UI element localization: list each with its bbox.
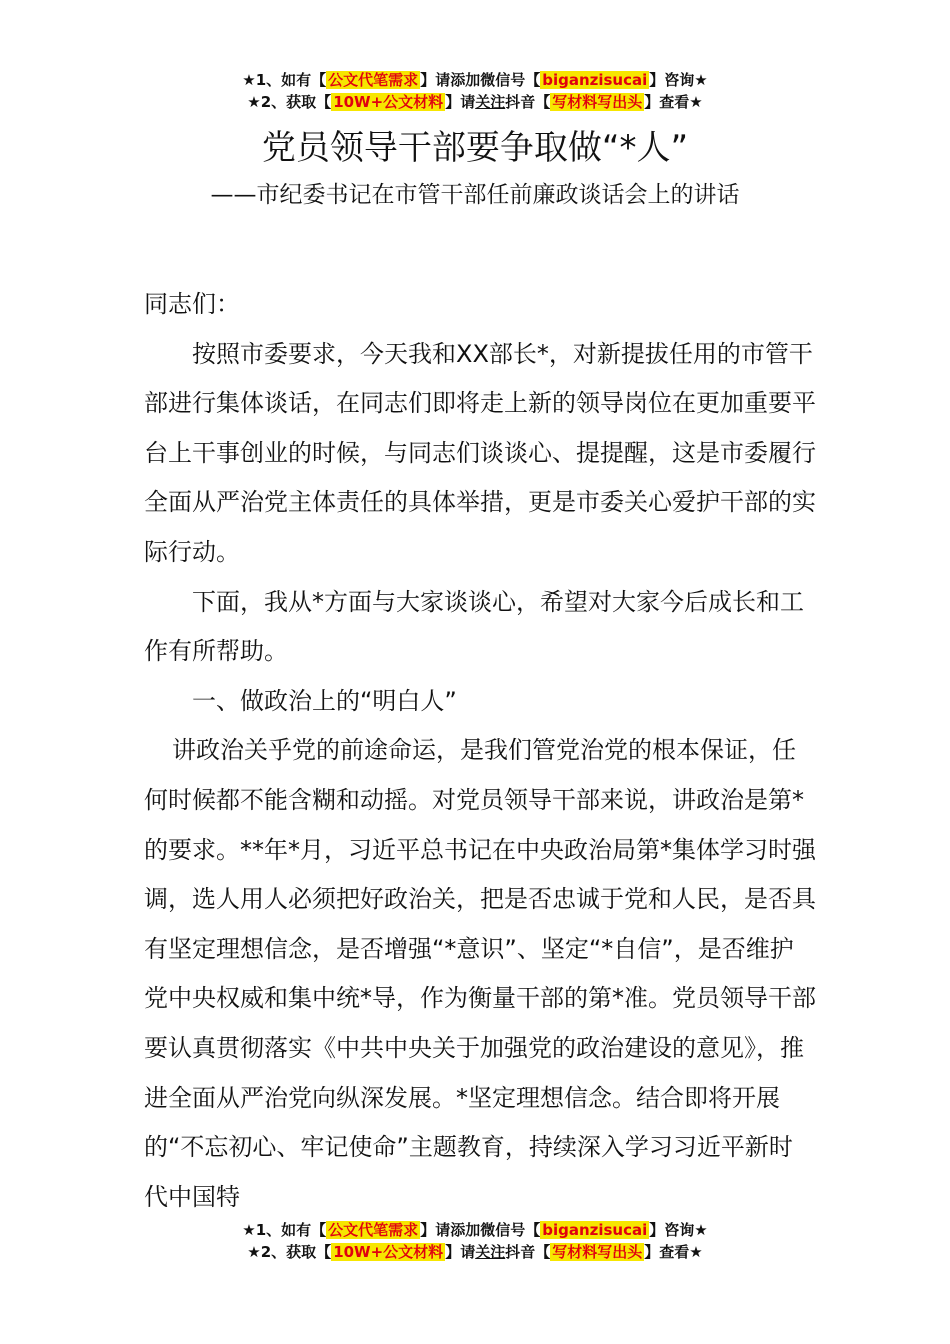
promo-line-2 — [0, 91, 950, 113]
promo-highlight: 公文代笔需求 — [328, 71, 419, 89]
promo-underline: 关注 — [475, 93, 506, 111]
promo-text: 】请 — [445, 1243, 476, 1261]
promo-highlight: 10W+公文材料 — [333, 1243, 444, 1261]
promo-banner-top — [0, 69, 950, 113]
promo-line-2 — [0, 1241, 950, 1263]
paragraph: 讲政治关乎党的前途命运，是我们管党治党的根本保证，任何时候都不能含糊和动摇。对党员领导干部来说，讲政治是第*的要求。**年*月，习近平总书记在中央政治局第*集体学习时强调，选人用人必须把好政治关，把是否忠诚于党和人民，是否具有坚定理想信念，是否增强“*意识”、坚定“*自信”，是否维护党中央权威和集中统*导，作为衡量干部的第*准。党员领导干部要认真贯彻落实《中共中央关于加强党的政治建设的意见》，推进全面从严治党向纵深发展。*坚定理想信念。结合即将开展的“不忘初心、牢记使命”主题教育，持续深入学习习近平新时代中国特 — [144, 736, 816, 1211]
promo-text: ★2、获取【 — [247, 1243, 332, 1261]
promo-text: ★2、获取【 — [247, 93, 332, 111]
promo-text: 】请添加微信号【 — [420, 71, 541, 89]
promo-highlight-douyin: 写材料写出头 — [552, 1243, 643, 1261]
promo-line-1 — [0, 1219, 950, 1241]
section-heading: 一、做政治上的“明白人” — [192, 686, 457, 715]
promo-highlight: 10W+公文材料 — [333, 93, 444, 111]
promo-highlight: 公文代笔需求 — [328, 1221, 419, 1239]
promo-text: 抖音【 — [505, 93, 551, 111]
paragraph: 按照市委要求，今天我和XX部长*，对新提拔任用的市管干部进行集体谈话，在同志们即将走上新的领导岗位在更加重要平台上干事创业的时候，与同志们谈谈心、提提醒，这是市委履行全面从严治党主体责任的具体举措，更是市委关心爱护干部的实际行动。 — [144, 339, 816, 566]
promo-highlight-douyin: 写材料写出头 — [552, 93, 643, 111]
promo-text: 】查看★ — [644, 1243, 703, 1261]
promo-line-1 — [0, 69, 950, 91]
salutation: 同志们： — [144, 290, 240, 318]
document-subtitle: ——市纪委书记在市管干部任前廉政谈话会上的讲话 — [210, 182, 740, 208]
promo-text: 抖音【 — [505, 1243, 551, 1261]
promo-text: 】咨询★ — [649, 71, 708, 89]
promo-text: 】请添加微信号【 — [420, 1221, 541, 1239]
paragraph: 下面，我从*方面与大家谈谈心，希望对大家今后成长和工作有所帮助。 — [144, 587, 804, 666]
promo-highlight-wechat-id: biganzisucai — [542, 71, 648, 89]
promo-text: ★1、如有【 — [242, 1221, 327, 1239]
document-title: 党员领导干部要争取做“*人” — [261, 128, 689, 168]
promo-text: 】请 — [445, 93, 476, 111]
promo-text: 】查看★ — [644, 93, 703, 111]
document-body — [144, 280, 816, 1222]
promo-banner-bottom — [0, 1219, 950, 1263]
promo-highlight-wechat-id: biganzisucai — [542, 1221, 648, 1239]
promo-text: 】咨询★ — [649, 1221, 708, 1239]
promo-underline: 关注 — [475, 1243, 506, 1261]
promo-text: ★1、如有【 — [242, 71, 327, 89]
